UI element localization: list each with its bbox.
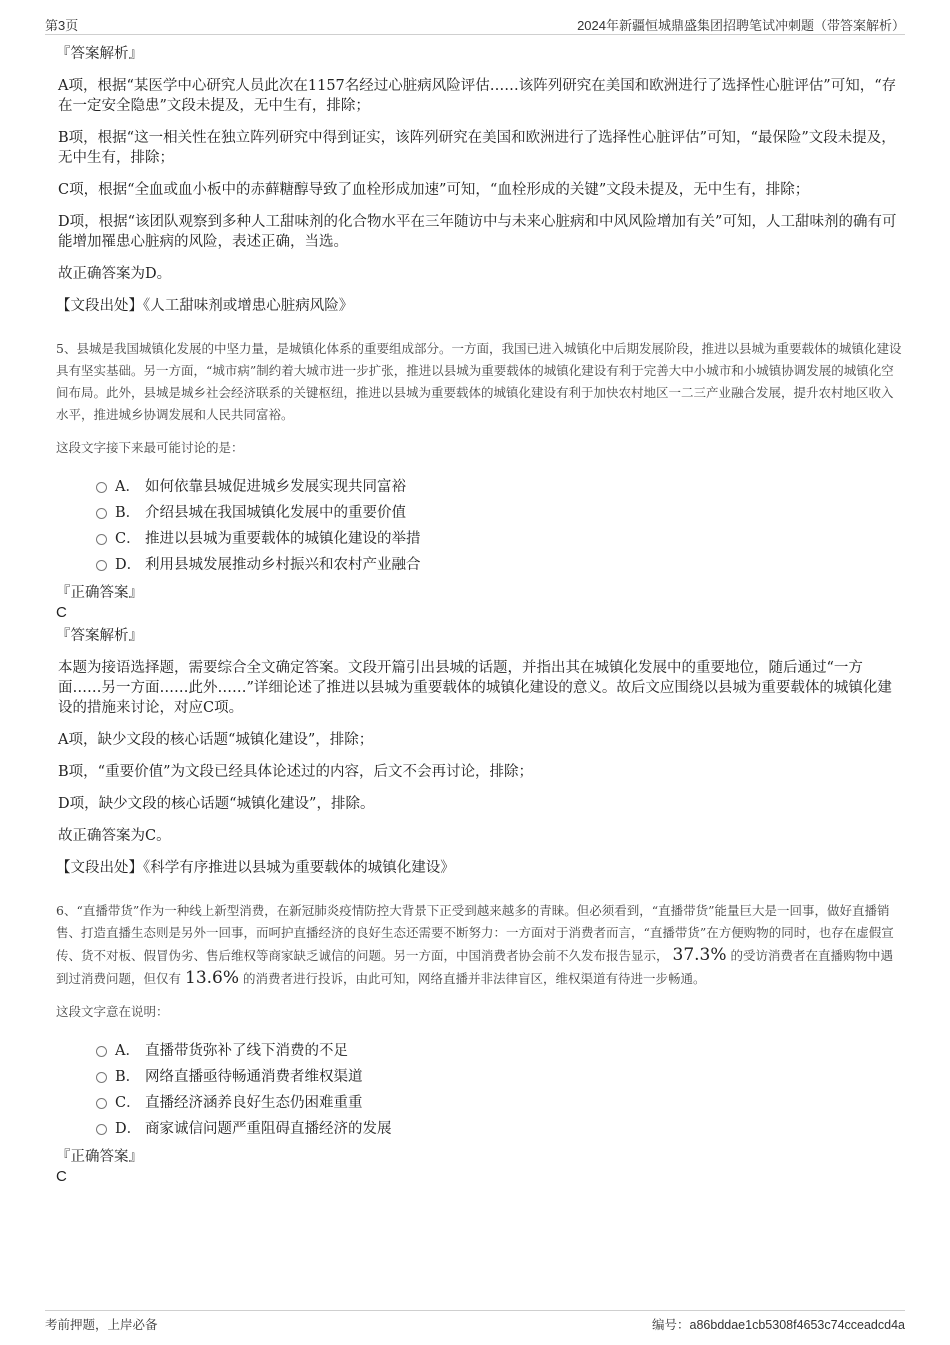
option-c[interactable] <box>96 526 902 552</box>
correct-answer-label: 『正确答案』 <box>56 585 143 601</box>
option-letter: C． <box>115 531 141 547</box>
math-percent-2: 13.6% <box>185 968 240 988</box>
radio-icon[interactable] <box>96 534 107 545</box>
option-text: 利用县城发展推动乡村振兴和农村产业融合 <box>145 557 421 573</box>
radio-icon[interactable] <box>96 1046 107 1057</box>
page-footer <box>45 1310 905 1335</box>
option-letter: C． <box>115 1095 141 1111</box>
radio-icon[interactable] <box>96 1124 107 1135</box>
analysis-label: 『答案解析』 <box>56 46 143 62</box>
option-letter: A． <box>115 479 140 495</box>
analysis-paragraph-d: D项，根据“该团队观察到多种人工甜味剂的化合物水平在三年随访中与未来心脏病和中风风险增加有关”可知，人工甜味剂的确有可能增加罹患心脏病的风险，表述正确，当选。 <box>58 214 897 250</box>
analysis-label: 『答案解析』 <box>56 628 143 644</box>
analysis-paragraph: 本题为接语选择题，需要综合全文确定答案。文段开篇引出县城的话题，并指出其在城镇化发展中的重要地位，随后通过“一方面……另一方面……此外……”详细论述了推进以县城为重要载体的城镇化建设的意义。故后文应围绕以县城为重要载体的城镇化建设的措施来讨论，对应C项。 <box>58 660 892 716</box>
analysis-paragraph-b: B项，根据“这一相关性在独立阵列研究中得到证实，该阵列研究在美国和欧洲进行了选择性心脏评估”可知，“最保险”文段未提及，无中生有，排除； <box>58 130 896 166</box>
footer-slogan: 考前押题，上岸必备 <box>45 1318 158 1332</box>
page-header <box>45 12 905 35</box>
question-5 <box>56 338 902 878</box>
passage-source: 【文段出处】《人工甜味剂或增患心脏病风险》 <box>56 298 354 314</box>
radio-icon[interactable] <box>96 1072 107 1083</box>
option-text: 直播经济涵养良好生态仍困难重重 <box>145 1095 363 1111</box>
option-letter: B． <box>115 505 141 521</box>
analysis-paragraph-b: B项，“重要价值”为文段已经具体论述过的内容，后文不会再讨论，排除； <box>58 764 533 780</box>
option-d[interactable] <box>96 1116 902 1142</box>
page-number: 第3页 <box>45 18 79 33</box>
correct-answer: C <box>56 1168 67 1185</box>
analysis-conclusion: 故正确答案为D。 <box>58 266 172 282</box>
option-letter: D． <box>115 557 142 573</box>
analysis-paragraph-a: A项，根据“某医学中心研究人员此次在1157名经过心脏病风险评估……该阵列研究在美国和欧洲进行了选择性心脏评估”可知，“存在一定安全隐患”文段未提及，无中生有，排除； <box>58 78 897 114</box>
option-text: 网络直播亟待畅通消费者维权渠道 <box>145 1069 363 1085</box>
option-c[interactable] <box>96 1090 902 1116</box>
option-a[interactable] <box>96 474 902 500</box>
stem-text-1: 6、“直播带货”作为一种线上新型消费，在新冠肺炎疫情防控大背景下正受到越来越多的青睐。但必须看到，“直播带货”能量巨大是一回事，做好直播销售、打造直播生态则是另外一回事，而呵护直播经济的良好生态还需要不断努力：一方面对于消费者而言，“直播带货”在方便购物的同时，也存在虚假宣传、货不对板、假冒伪劣、售后维权等商家缺乏诚信的问题。另一方面，中国消费者协会前不久发布报告显示， <box>56 903 894 963</box>
document-code: 编号：a86bddae1cb5308f4653c74cceadcd4a <box>652 1318 905 1332</box>
stem-text-3: 的消费者进行投诉，由此可知，网络直播并非法律盲区，维权渠道有待进一步畅通。 <box>243 971 706 986</box>
analysis-paragraph-c: C项，根据“全血或血小板中的赤藓糖醇导致了血栓形成加速”可知，“血栓形成的关键”文段未提及，无中生有，排除； <box>58 182 810 198</box>
passage-source: 【文段出处】《科学有序推进以县城为重要载体的城镇化建设》 <box>56 860 455 876</box>
document-title: 2024年新疆恒城鼎盛集团招聘笔试冲刺题（带答案解析） <box>577 18 905 33</box>
option-list <box>96 1038 902 1142</box>
analysis-paragraph-a: A项，缺少文段的核心话题“城镇化建设”，排除； <box>58 732 374 748</box>
radio-icon[interactable] <box>96 508 107 519</box>
option-a[interactable] <box>96 1038 902 1064</box>
question-stem: 5、县城是我国城镇化发展的中坚力量，是城镇化体系的重要组成部分。一方面，我国已进入城镇化中后期发展阶段，推进以县城为重要载体的城镇化建设具有坚实基础。另一方面，“城市病”制约着大城市进一步扩张，推进以县城为重要载体的城镇化建设有利于完善大中小城市和小城镇协调发展的城镇化空间布局。此外，县城是城乡社会经济联系的关键枢纽，推进以县城为重要载体的城镇化建设有利于加快农村地区一二三产业融合发展，提升农村地区收入水平，推进城乡协调发展和人民共同富裕。 <box>56 341 902 422</box>
analysis-paragraph-d: D项，缺少文段的核心话题“城镇化建设”，排除。 <box>58 796 375 812</box>
analysis-conclusion: 故正确答案为C。 <box>58 828 171 844</box>
stem-text-2: 的受访消费者在直播购物中遇到过消费问题，但仅有 <box>56 948 894 986</box>
option-text: 介绍县城在我国城镇化发展中的重要价值 <box>145 505 406 521</box>
correct-answer: C <box>56 604 67 621</box>
option-text: 直播带货弥补了线下消费的不足 <box>145 1043 348 1059</box>
question-stem <box>56 900 902 990</box>
option-letter: D． <box>115 1121 142 1137</box>
option-text: 商家诚信问题严重阻碍直播经济的发展 <box>145 1121 392 1137</box>
option-b[interactable] <box>96 500 902 526</box>
page-content <box>56 44 902 1190</box>
question-prompt: 这段文字意在说明： <box>56 1004 169 1019</box>
question-6 <box>56 900 902 1186</box>
option-text: 如何依靠县城促进城乡发展实现共同富裕 <box>145 479 406 495</box>
radio-icon[interactable] <box>96 1098 107 1109</box>
question-prompt: 这段文字接下来最可能讨论的是： <box>56 440 244 455</box>
radio-icon[interactable] <box>96 482 107 493</box>
correct-answer-label: 『正确答案』 <box>56 1149 143 1165</box>
option-letter: A． <box>115 1043 140 1059</box>
option-d[interactable] <box>96 552 902 578</box>
question-4-analysis <box>56 44 902 316</box>
option-letter: B． <box>115 1069 141 1085</box>
option-list <box>96 474 902 578</box>
math-percent-1: 37.3% <box>672 945 727 965</box>
radio-icon[interactable] <box>96 560 107 571</box>
option-b[interactable] <box>96 1064 902 1090</box>
option-text: 推进以县城为重要载体的城镇化建设的举措 <box>145 531 421 547</box>
